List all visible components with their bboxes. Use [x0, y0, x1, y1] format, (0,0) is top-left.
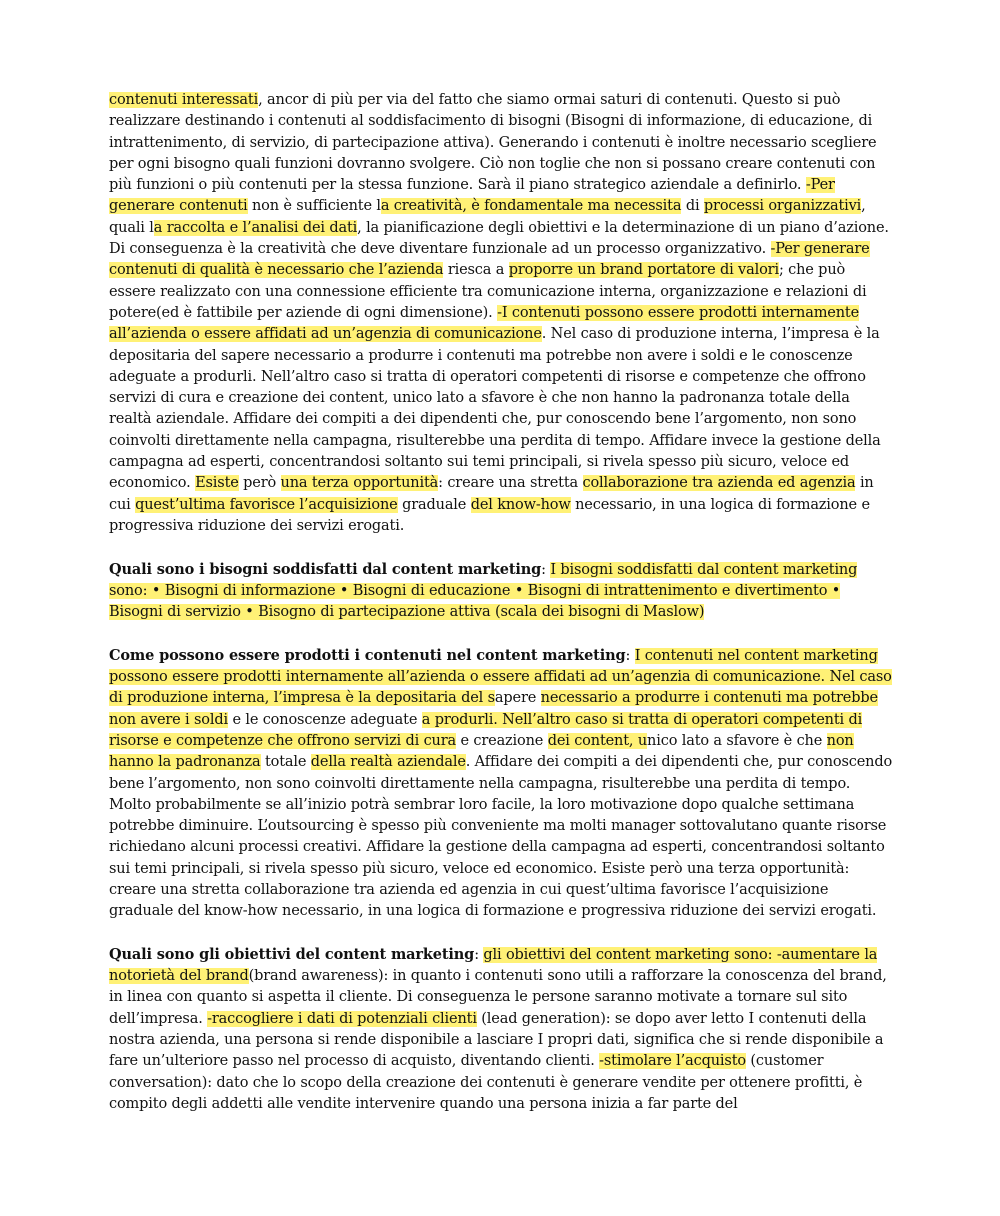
highlighted-text: -Per generare contenuti di qualità è necessario che l’azienda [109, 241, 870, 279]
text-segment: riesca a [443, 262, 509, 279]
text-segment: : [474, 946, 484, 963]
highlighted-text: quest’ultima favorisce l’acquisizione [135, 496, 398, 513]
text-segment: (lead generation): se dopo aver letto I contenuti della nostra azienda, una persona si rende disponibile a lasciare I propri dati, significa che si rende disponibile a fare un’ulteriore passo nel processo di acquisto, diventando clienti. [109, 1010, 884, 1070]
highlighted-text: contenuti interessati [109, 92, 259, 108]
highlighted-text: -stimolare l’acquisto [599, 1053, 746, 1070]
question-heading: Come possono essere prodotti i contenuti nel content marketing [109, 646, 626, 664]
text-segment: e creazione [456, 732, 548, 749]
highlighted-text: I bisogni soddisfatti dal content marketing sono: • Bisogni di informazione • Bisogni di educazione • Bisogni di intrattenimento e divertimento • Bisogni di servizio • Bisogno di partecipazione attiva (scala dei bisogni di Maslow) [109, 561, 858, 621]
text-segment: . Nel caso di produzione interna, l’impresa è la depositaria del sapere necessario a produrre i contenuti ma potrebbe non avere i soldi e le conoscenze adeguate a produrli. Nell’altro caso si tratta di operatori competenti di risorse e competenze che offrono servizi di cura e creazione dei content, unico lato a sfavore è che non hanno la padronanza totale della realtà aziendale. Affidare dei compiti a dei dipendenti che, pur conoscendo bene l’argomento, non sono coinvolti direttamente nella campagna, risulterebbe una perdita di tempo. Affidare invece la gestione della campagna ad esperti, concentrandosi soltanto sui temi principali, si rivela spesso più sicuro, veloce ed economico. [109, 326, 881, 492]
paragraph [109, 645, 893, 923]
highlighted-text: -I contenuti possono essere prodotti internamente all’azienda o essere affidati ad un’agenzia di comunicazione [109, 304, 860, 343]
text-segment: e le conoscenze adeguate [227, 711, 422, 728]
text-segment: graduale [397, 496, 471, 513]
paragraph [109, 944, 893, 1115]
highlighted-text: Esiste [195, 475, 239, 492]
text-segment: (customer conversation): dato che lo scopo della creazione dei contenuti è generare vendite per ottenere profitti, è compito degli addetti alle vendite intervenire quando una persona inizia a far parte del [109, 1053, 863, 1112]
highlighted-text: -Per generare contenuti [109, 177, 835, 215]
highlighted-text: proporre un brand portatore di valori [508, 262, 779, 279]
text-segment: apere [494, 690, 541, 707]
highlighted-text: non hanno la padronanza [109, 732, 854, 771]
highlighted-text: I contenuti nel content marketing possono essere prodotti internamente all’azienda o essere affidati ad un’agenzia di comunicazione. Nel caso di produzione interna, l’impresa è la depositaria del s [109, 647, 892, 707]
paragraph [109, 559, 893, 624]
highlighted-text: collaborazione tra azienda ed agenzia [582, 475, 856, 492]
document-body [109, 90, 893, 1137]
text-segment: : creare una stretta [438, 475, 583, 492]
highlighted-text: -raccogliere i dati di potenziali clienti [207, 1010, 477, 1027]
text-segment: : [625, 647, 635, 664]
highlighted-text: gli obiettivi del content marketing sono: -aumentare la notorietà del brand [109, 946, 878, 985]
highlighted-text: della realtà aziendale [310, 754, 466, 771]
text-segment: . Affidare dei compiti a dei dipendenti che, pur conoscendo bene l’argomento, non sono coinvolti direttamente nella campagna, risulterebbe una perdita di tempo. Molto probabilmente se all’inizio potrà sembrar loro facile, la loro motivazione dopo qualche settimana potrebbe diminuire. L’outsourcing è spesso più conveniente ma molti manager sottovalutano quante risorse richiedano alcuni processi creativi. Affidare la gestione della campagna ad esperti, concentrandosi soltanto sui temi principali, si rivela spesso più sicuro, veloce ed economico. Esiste però una terza opportunità: creare una stretta collaborazione tra azienda ed agenzia in cui quest’ultima favorisce l’acquisizione graduale del know-how necessario, in una logica di formazione e progressiva riduzione dei servizi erogati. [109, 754, 893, 920]
question-heading: Quali sono i bisogni soddisfatti dal content marketing [109, 560, 542, 578]
highlighted-text: necessario a produrre i contenuti ma potrebbe non avere i soldi [109, 690, 878, 728]
text-segment: (brand awareness): in quanto i contenuti sono utili a rafforzare la conoscenza del brand, in linea con quanto si aspetta il cliente. Di conseguenza le persone saranno motivate a tornare sul sito dell’impresa. [109, 968, 887, 1027]
highlighted-text: una terza opportunità [280, 475, 439, 492]
text-segment: di [681, 198, 704, 215]
highlighted-text: processi organizzativi [703, 198, 862, 215]
text-segment: ; che può essere realizzato con una connessione efficiente tra comunicazione interna, organizzazione e relazioni di potere(ed è fattibile per aziende di ogni dimensione). [109, 262, 867, 321]
text-segment: necessario, in una logica di formazione e progressiva riduzione dei servizi erogati. [109, 496, 870, 534]
text-segment: , quali l [109, 198, 866, 236]
text-segment: però [238, 475, 281, 492]
text-segment: in cui [109, 475, 874, 513]
text-segment: totale [260, 754, 311, 771]
text-segment: nico lato a sfavore è che [647, 732, 827, 749]
highlighted-text: a produrli. Nell’altro caso si tratta di operatori competenti di risorse e competenze che offrono servizi di cura [109, 711, 863, 749]
text-segment: , la pianificazione degli obiettivi e la determinazione di un piano d’azione. Di conseguenza è la creatività che deve diventare funzionale ad un processo organizzativo. [109, 219, 889, 258]
highlighted-text: a raccolta e l’analisi dei dati [153, 219, 358, 236]
text-segment: : [541, 561, 551, 578]
highlighted-text: dei content, u [547, 732, 648, 749]
highlighted-text: a creatività, è fondamentale ma necessita [380, 198, 682, 215]
question-heading: Quali sono gli obiettivi del content marketing [109, 945, 475, 963]
text-segment: , ancor di più per via del fatto che siamo ormai saturi di contenuti. Questo si può realizzare destinando i contenuti al soddisfacimento di bisogni (Bisogni di informazione, di educazione, di intrattenimento, di servizio, di partecipazione attiva). Generando i contenuti è inoltre necessario scegliere per ogni bisogno quali funzioni dovranno svolgere. Ciò non toglie che non si possano creare contenuti con più funzioni o più contenuti per la stessa funzione. Sarà il piano strategico aziendale a definirlo. [109, 92, 877, 194]
paragraph [109, 90, 893, 537]
highlighted-text: del know-how [470, 496, 571, 513]
text-segment: non è sufficiente l [247, 198, 381, 215]
